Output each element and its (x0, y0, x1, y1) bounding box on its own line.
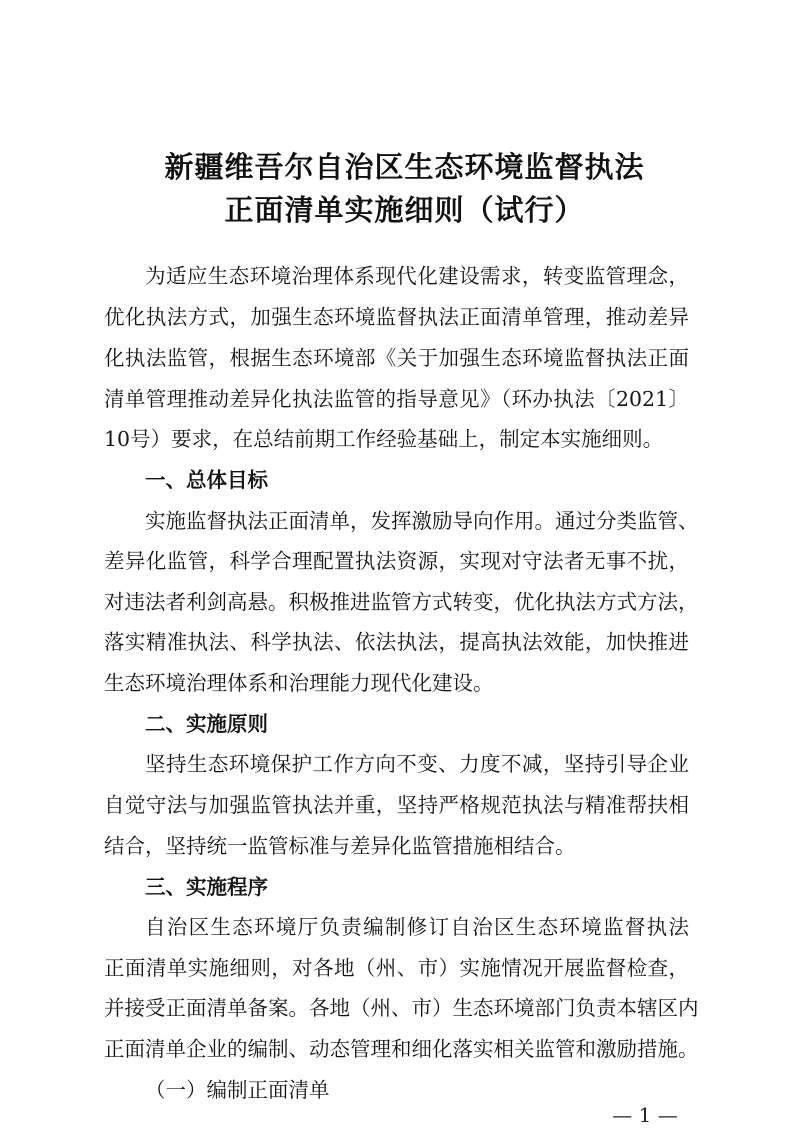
section-line: 自觉守法与加强监管执法并重，坚持严格规范执法与精准帮扶相 (104, 793, 689, 817)
document-title-line-1: 新疆维吾尔自治区生态环境监督执法 (164, 150, 645, 184)
intro-line: 清单管理推动差异化执法监管的指导意见》（环办执法〔2021〕 (104, 387, 689, 411)
section-line: 自治区生态环境厅负责编制修订自治区生态环境监督执法 (145, 915, 689, 939)
section-line: 结合，坚持统一监管标准与差异化监管措施相结合。 (104, 834, 576, 858)
subsection-heading: （一）编制正面清单 (145, 1078, 330, 1102)
intro-line: 优化执法方式，加强生态环境监督执法正面清单管理，推动差异 (104, 305, 689, 329)
intro-line: 为适应生态环境治理体系现代化建设需求，转变监管理念， (145, 264, 689, 288)
section-line: 并接受正面清单备案。各地（州、市）生态环境部门负责本辖区内 (104, 996, 699, 1020)
section-heading: 一、总体目标 (145, 468, 268, 492)
section-line: 对违法者利剑高悬。积极推进监管方式转变，优化执法方式方法， (104, 590, 699, 614)
section-line: 坚持生态环境保护工作方向不变、力度不减，坚持引导企业 (145, 752, 689, 776)
section-heading: 二、实施原则 (145, 712, 268, 736)
section-line: 正面清单实施细则，对各地（州、市）实施情况开展监督检查， (104, 956, 689, 980)
section-line: 生态环境治理体系和治理能力现代化建设。 (104, 671, 494, 695)
section-line: 差异化监管，科学合理配置执法资源，实现对守法者无事不扰， (104, 549, 689, 573)
section-heading: 三、实施程序 (145, 875, 268, 899)
section-line: 落实精准执法、科学执法、依法执法，提高执法效能，加快推进 (104, 630, 689, 654)
document-title-line-2: 正面清单实施细则（试行） (224, 193, 585, 227)
section-line: 实施监督执法正面清单，发挥激励导向作用。通过分类监管、 (145, 509, 699, 533)
intro-line: 10号）要求，在总结前期工作经验基础上，制定本实施细则。 (104, 427, 664, 451)
intro-line: 化执法监管，根据生态环境部《关于加强生态环境监督执法正面 (104, 346, 689, 370)
section-line: 正面清单企业的编制、动态管理和细化落实相关监管和激励措施。 (104, 1037, 699, 1061)
page-number: — 1 — (612, 1103, 678, 1127)
